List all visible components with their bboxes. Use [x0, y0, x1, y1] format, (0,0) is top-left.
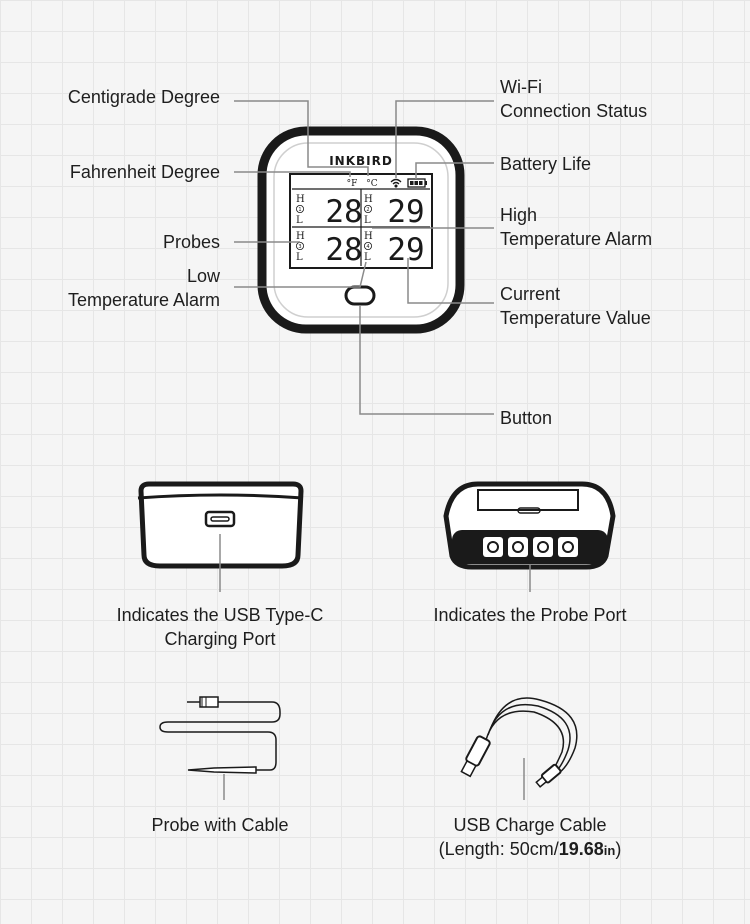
- probe-port-jack: [483, 537, 503, 557]
- label-wifi-connection-status: [500, 75, 647, 123]
- label-probe-with-cable: Probe with Cable: [151, 815, 289, 835]
- cable-length-line: [380, 837, 680, 863]
- cable-length-separator: /: [553, 839, 559, 859]
- high-alarm-letter: H: [296, 231, 305, 242]
- low-alarm-letter: L: [296, 215, 303, 226]
- cable-length-unit: in: [603, 843, 616, 858]
- high-alarm-letter: H: [296, 194, 305, 205]
- label-fahrenheit-degree: Fahrenheit Degree: [69, 162, 220, 182]
- label-probe-port: Indicates the Probe Port: [433, 605, 627, 625]
- label-line: Current: [500, 284, 561, 304]
- device-side-view-usb: [138, 484, 303, 592]
- probe-number: 1: [298, 207, 302, 213]
- probe-temperature-value: 28: [325, 232, 363, 268]
- label-line: USB Charge Cable: [453, 815, 607, 835]
- label-line: Low: [186, 266, 220, 286]
- label-battery-life: Battery Life: [500, 154, 592, 174]
- label-current-temperature-value: [500, 282, 651, 330]
- probe-temperature-value: 28: [325, 194, 363, 230]
- cable-length-inch: 19.68: [558, 839, 604, 859]
- probe-port-jack: [558, 537, 578, 557]
- usb-c-port-icon: [206, 512, 234, 526]
- label-line: Indicates the USB Type-C: [116, 605, 324, 625]
- low-alarm-letter: L: [364, 252, 371, 263]
- usb-charge-cable-illustration: [460, 698, 577, 800]
- fahrenheit-indicator: °F: [346, 179, 358, 189]
- label-line: High: [500, 205, 538, 225]
- label-line: Connection Status: [500, 101, 648, 121]
- probe-temperature-value: 29: [387, 232, 425, 268]
- thermometer-device: [262, 131, 460, 329]
- high-alarm-letter: H: [364, 194, 373, 205]
- low-alarm-letter: L: [296, 252, 303, 263]
- probe-port-jack: [508, 537, 528, 557]
- label-line: Charging Port: [164, 629, 276, 649]
- label-button: Button: [500, 408, 553, 428]
- probe-with-cable-illustration: [160, 697, 280, 800]
- label-usb-charging-port: [70, 603, 370, 651]
- low-alarm-letter: L: [364, 215, 371, 226]
- probe-port-jack: [533, 537, 553, 557]
- celsius-indicator: °C: [366, 179, 378, 189]
- cable-length-metric: (Length: 50cm: [438, 839, 554, 859]
- label-usb-charge-cable: [380, 813, 680, 863]
- label-probes: Probes: [162, 232, 220, 252]
- label-line: Temperature Value: [500, 308, 651, 328]
- brand-logo: INKBIRD: [329, 154, 393, 168]
- device-button[interactable]: [346, 287, 374, 304]
- probe-number: 4: [366, 244, 370, 250]
- cable-length-close: ): [615, 839, 622, 859]
- probe-number: 2: [366, 207, 370, 213]
- label-line: Temperature Alarm: [500, 229, 653, 249]
- high-alarm-letter: H: [364, 231, 373, 242]
- probe-temperature-value: 29: [387, 194, 425, 230]
- device-back-view-probe-ports: [446, 484, 613, 592]
- probe-number: 3: [298, 244, 302, 250]
- label-low-temperature-alarm: [68, 264, 220, 312]
- label-centigrade-degree: Centigrade Degree: [67, 87, 220, 107]
- label-line: Wi-Fi: [500, 77, 542, 97]
- label-high-temperature-alarm: [500, 203, 652, 251]
- label-line: Temperature Alarm: [67, 290, 220, 310]
